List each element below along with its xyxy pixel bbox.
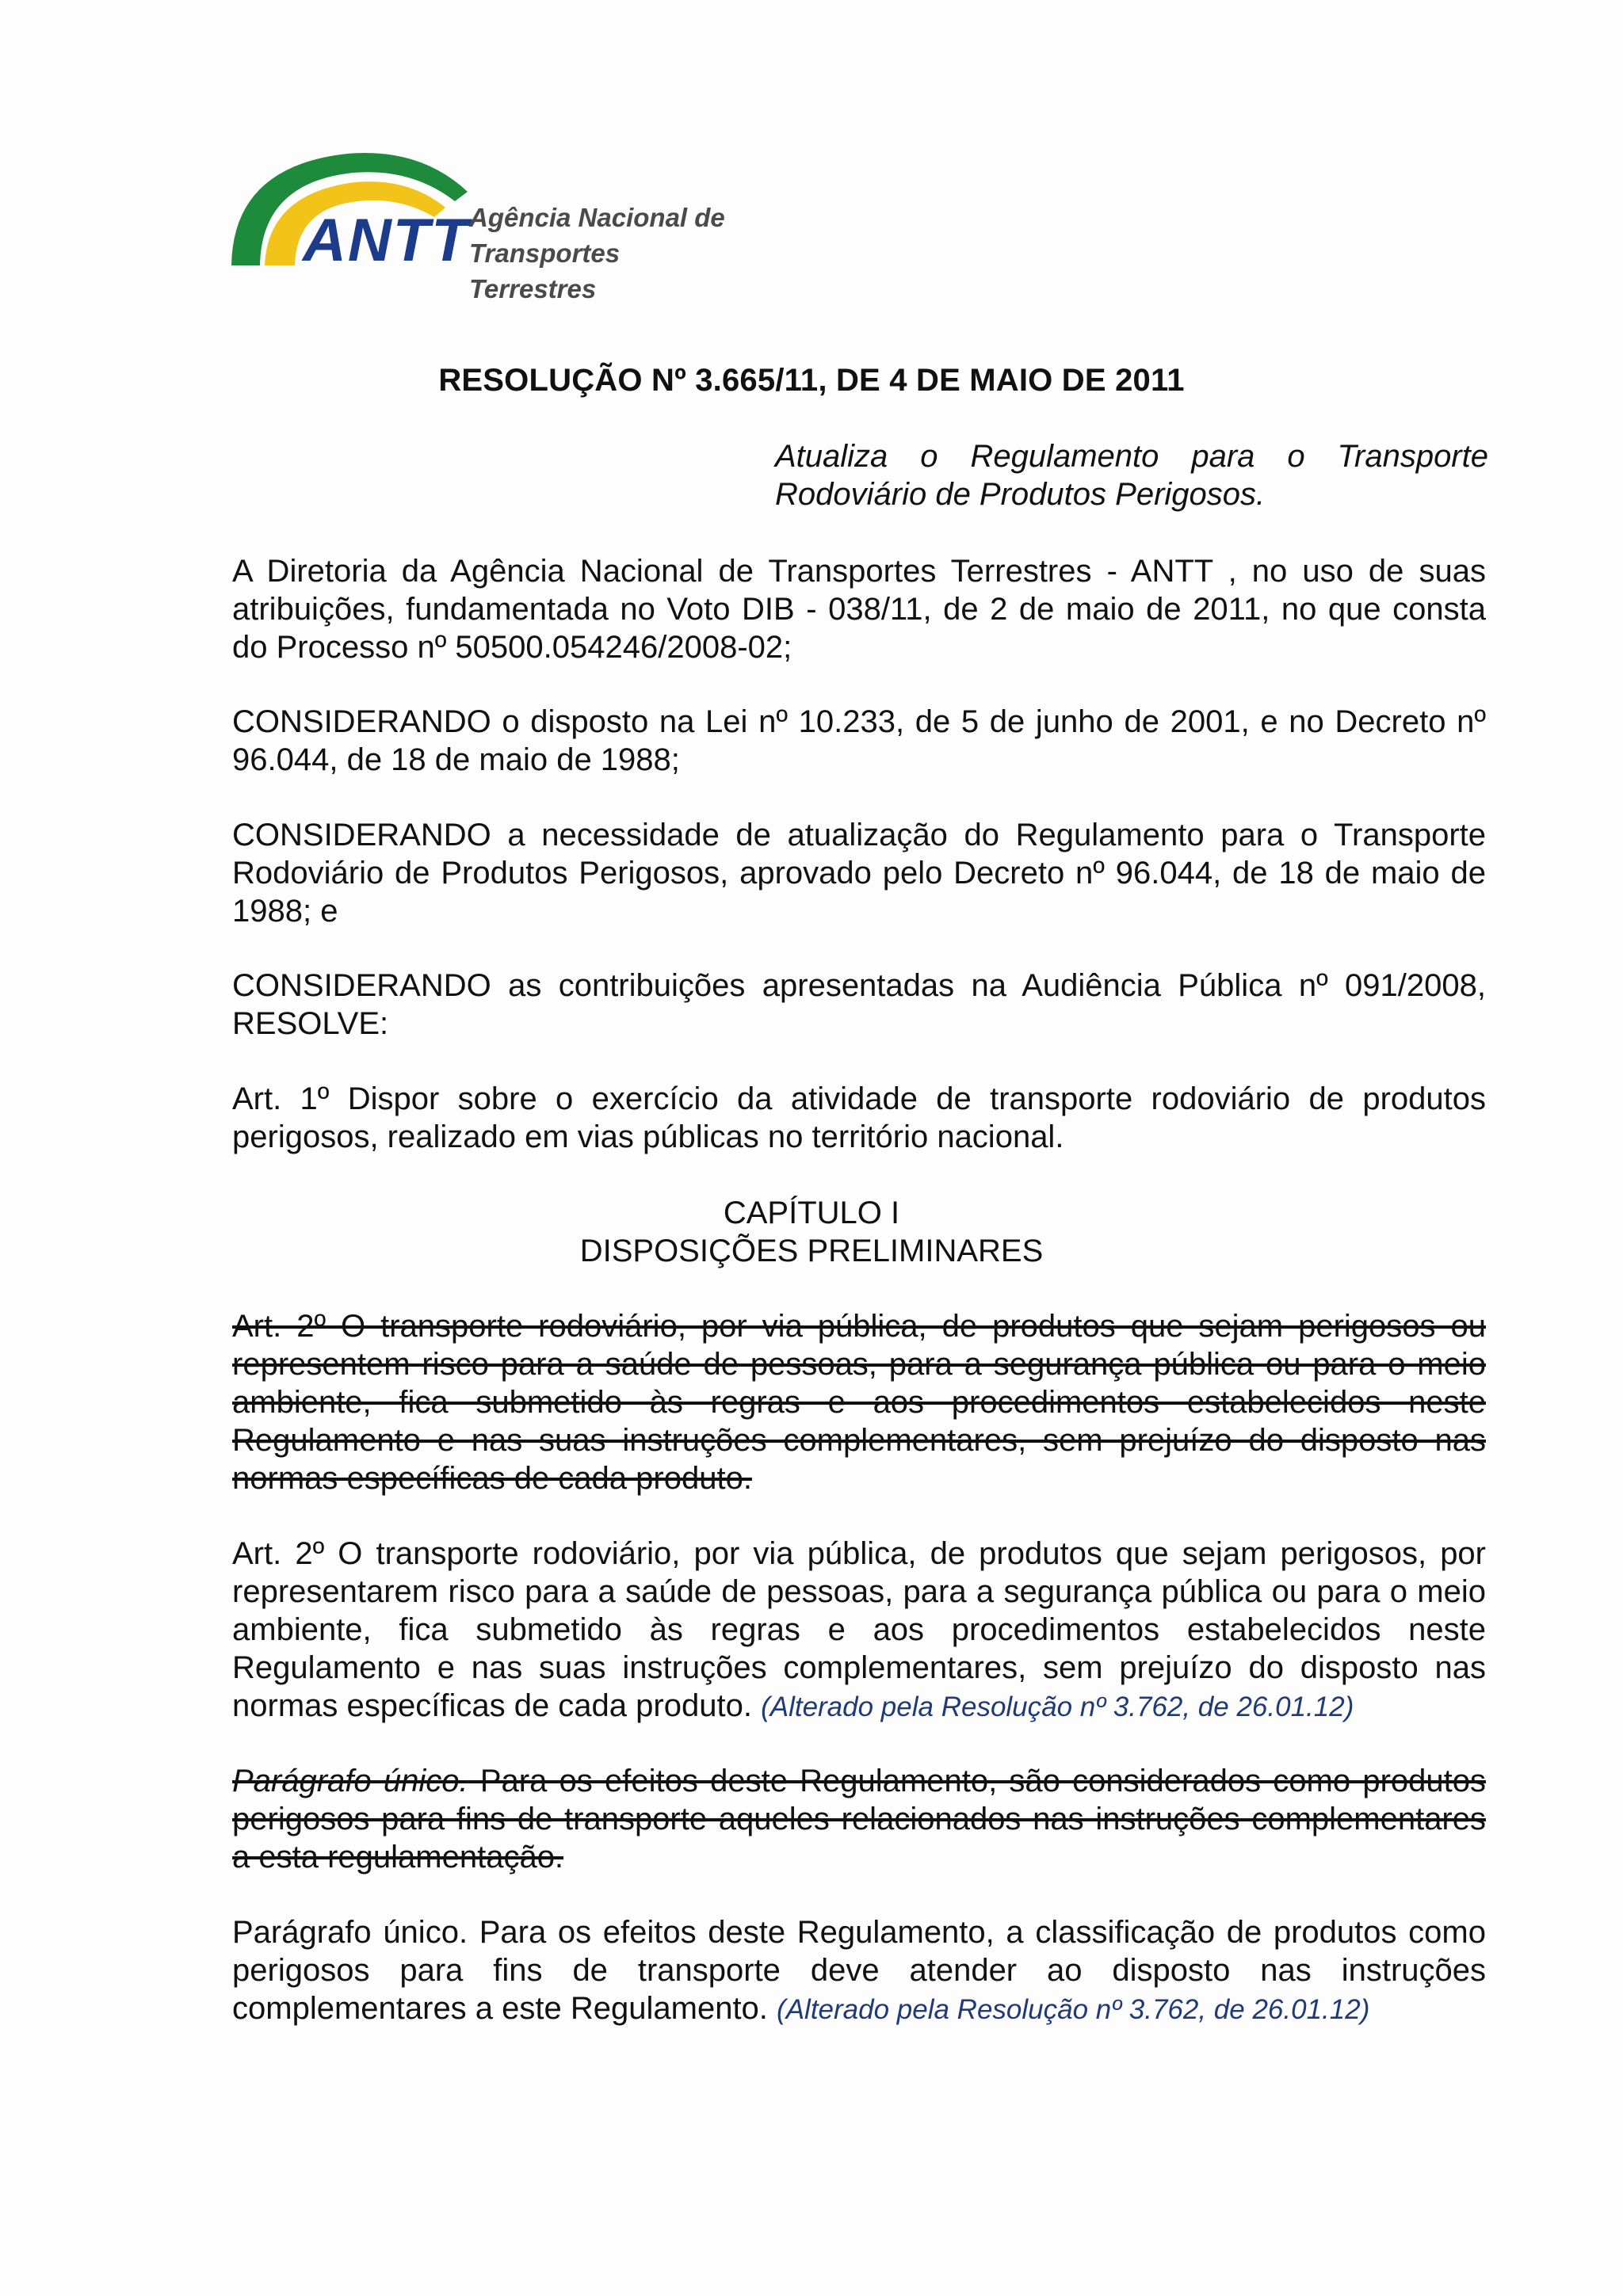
paragrafo-unico-current (232, 1913, 1486, 2029)
article-2-amendment-note: (Alterado pela Resolução nº 3.762, de 26.01.12) (761, 1691, 1354, 1722)
article-2-current-paragraph (232, 1535, 1486, 1726)
chapter-heading (0, 1194, 1623, 1270)
ementa-line-2: Rodoviário de Produtos Perigosos. (775, 477, 1266, 512)
paragrafo-unico-amendment-note: (Alterado pela Resolução nº 3.762, de 26.01.12) (777, 1994, 1370, 2025)
paragrafo-unico-revoked-paragraph (232, 1762, 1486, 1876)
article-1-paragraph (232, 1080, 1486, 1156)
ementa-line-1: Atualiza o Regulamento para o Transporte (775, 439, 1488, 474)
considerando-3-text: CONSIDERANDO as contribuições apresentadas na Audiência Pública nº 091/2008, RESOLVE: (232, 968, 1486, 1041)
article-2-current (232, 1535, 1486, 1726)
considerando-1-text: CONSIDERANDO o disposto na Lei nº 10.233, de 5 de junho de 2001, e no Decreto nº 96.044, de 18 de maio de 1988; (232, 704, 1486, 777)
paragrafo-unico-revoked-text: Para os efeitos deste Regulamento, são considerados como produtos perigosos para fins de transporte aqueles relacionados nas instruções complementares a esta regulamentação. (232, 1764, 1486, 1875)
antt-logo (230, 151, 753, 303)
chapter-title: DISPOSIÇÕES PRELIMINARES (579, 1234, 1044, 1268)
paragrafo-unico-current-paragraph (232, 1913, 1486, 2029)
resolution-title: RESOLUÇÃO Nº 3.665/11, DE 4 DE MAIO DE 2011 (438, 363, 1185, 398)
article-1-text: Art. 1º Dispor sobre o exercício da atividade de transporte rodoviário de produtos perigosos, realizado em vias públicas no território nacional. (232, 1081, 1486, 1154)
paragrafo-unico-revoked (232, 1762, 1486, 1876)
considerando-2-paragraph (232, 816, 1486, 930)
considerando-1-paragraph (232, 703, 1486, 779)
paragrafo-unico-current-text: Parágrafo único. Para os efeitos deste Regulamento, a classificação de produtos como perigosos para fins de transporte deve atender ao disposto nas instruções complementares a este Regulamento. (232, 1915, 1486, 2026)
chapter-number: CAPÍTULO I (723, 1196, 900, 1230)
paragrafo-unico-revoked-label: Parágrafo único. (232, 1764, 468, 1798)
preamble-paragraph (232, 552, 1486, 666)
article-2-revoked-text: Art. 2º O transporte rodoviário, por via pública, de produtos que sejam perigosos ou representem risco para a saúde de pessoas, para a segurança pública ou para o meio ambiente, fica submetido às regras e aos procedimentos estabelecidos neste Regulamento e nas suas instruções complementares, sem prejuízo do disposto nas normas específicas de cada produto. (232, 1309, 1486, 1496)
considerando-2-text: CONSIDERANDO a necessidade de atualização do Regulamento para o Transporte Rodoviário de Produtos Perigosos, aprovado pelo Decreto nº 96.044, de 18 de maio de 1988; e (232, 818, 1486, 929)
article-2-current-text: Art. 2º O transporte rodoviário, por via pública, de produtos que sejam perigosos, por representarem risco para a saúde de pessoas, para a segurança pública ou para o meio ambiente, fica submetido às regras e aos procedimentos estabelecidos neste Regulamento e nas suas instruções complementares, sem prejuízo do disposto nas normas específicas de cada produto. (232, 1536, 1486, 1723)
agency-name (469, 200, 753, 307)
antt-abbrev: ANTT (303, 207, 470, 274)
agency-name-line1: Agência Nacional de (469, 203, 725, 232)
considerando-3-paragraph (232, 967, 1486, 1043)
article-2-revoked-paragraph (232, 1307, 1486, 1497)
agency-name-line2: Transportes Terrestres (469, 238, 621, 303)
ementa (775, 437, 1488, 513)
preamble-text: A Diretoria da Agência Nacional de Transportes Terrestres - ANTT , no uso de suas atribuições, fundamentada no Voto DIB - 038/11, de 2 de maio de 2011, no que consta do Processo nº 50500.054246/2008-02; (232, 554, 1486, 665)
